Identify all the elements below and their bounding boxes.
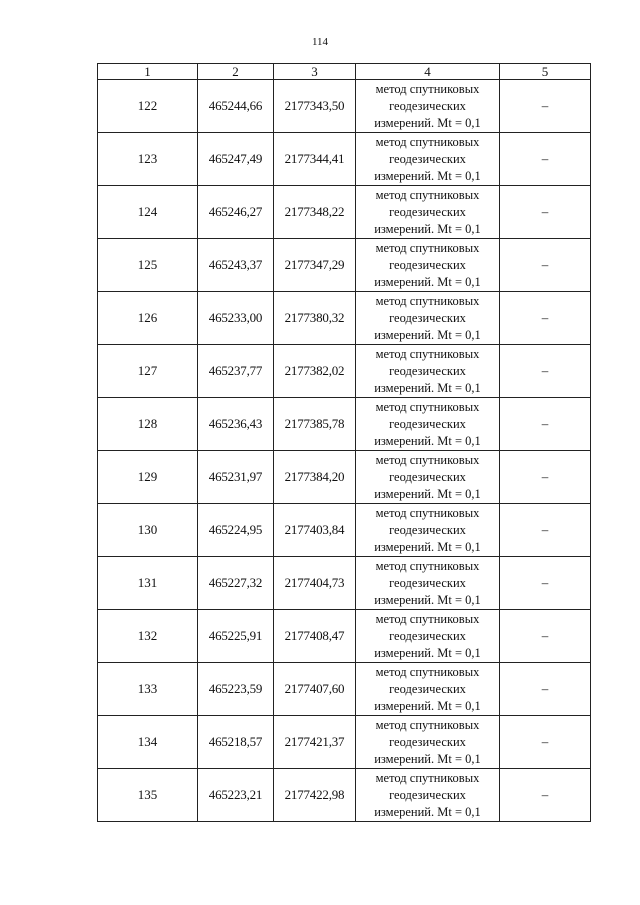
- point-number-cell: 126: [98, 292, 198, 345]
- method-line-2: геодезических: [389, 734, 466, 749]
- table-row: [98, 716, 591, 769]
- column-5-cell: –: [500, 133, 591, 186]
- y-coordinate-cell: 2177380,32: [274, 292, 356, 345]
- table-row: [98, 345, 591, 398]
- method-line-1: метод спутниковых: [375, 505, 480, 520]
- method-cell: [356, 345, 500, 398]
- method-line-1: метод спутниковых: [375, 81, 480, 96]
- method-cell: [356, 557, 500, 610]
- table-row: [98, 239, 591, 292]
- y-coordinate-cell: 2177382,02: [274, 345, 356, 398]
- method-line-3: измерений. Mt = 0,1: [374, 592, 481, 607]
- method-cell: [356, 769, 500, 822]
- x-coordinate-cell: 465223,21: [198, 769, 274, 822]
- point-number-cell: 134: [98, 716, 198, 769]
- column-5-cell: –: [500, 398, 591, 451]
- table-row: [98, 292, 591, 345]
- method-line-1: метод спутниковых: [375, 240, 480, 255]
- x-coordinate-cell: 465224,95: [198, 504, 274, 557]
- y-coordinate-cell: 2177344,41: [274, 133, 356, 186]
- method-line-3: измерений. Mt = 0,1: [374, 486, 481, 501]
- y-coordinate-cell: 2177343,50: [274, 80, 356, 133]
- method-line-3: измерений. Mt = 0,1: [374, 698, 481, 713]
- x-coordinate-cell: 465244,66: [198, 80, 274, 133]
- y-coordinate-cell: 2177422,98: [274, 769, 356, 822]
- method-cell: [356, 292, 500, 345]
- column-5-cell: –: [500, 345, 591, 398]
- method-line-1: метод спутниковых: [375, 452, 480, 467]
- y-coordinate-cell: 2177407,60: [274, 663, 356, 716]
- column-header-4: 4: [356, 64, 500, 80]
- point-number-cell: 128: [98, 398, 198, 451]
- method-cell: [356, 663, 500, 716]
- method-line-3: измерений. Mt = 0,1: [374, 751, 481, 766]
- method-cell: [356, 451, 500, 504]
- column-5-cell: –: [500, 239, 591, 292]
- method-cell: [356, 398, 500, 451]
- method-line-3: измерений. Mt = 0,1: [374, 645, 481, 660]
- table-header-row: [98, 64, 591, 80]
- method-cell: [356, 186, 500, 239]
- table-row: [98, 769, 591, 822]
- method-line-3: измерений. Mt = 0,1: [374, 433, 481, 448]
- method-line-1: метод спутниковых: [375, 770, 480, 785]
- point-number-cell: 127: [98, 345, 198, 398]
- column-5-cell: –: [500, 292, 591, 345]
- y-coordinate-cell: 2177384,20: [274, 451, 356, 504]
- method-cell: [356, 133, 500, 186]
- method-cell: [356, 239, 500, 292]
- method-line-1: метод спутниковых: [375, 611, 480, 626]
- column-5-cell: –: [500, 663, 591, 716]
- method-line-2: геодезических: [389, 98, 466, 113]
- method-cell: [356, 504, 500, 557]
- y-coordinate-cell: 2177421,37: [274, 716, 356, 769]
- column-5-cell: –: [500, 557, 591, 610]
- table-row: [98, 663, 591, 716]
- method-line-2: геодезических: [389, 310, 466, 325]
- x-coordinate-cell: 465236,43: [198, 398, 274, 451]
- method-line-1: метод спутниковых: [375, 187, 480, 202]
- method-line-3: измерений. Mt = 0,1: [374, 274, 481, 289]
- method-cell: [356, 80, 500, 133]
- table-row: [98, 557, 591, 610]
- column-header-1: 1: [98, 64, 198, 80]
- column-5-cell: –: [500, 451, 591, 504]
- x-coordinate-cell: 465247,49: [198, 133, 274, 186]
- method-line-3: измерений. Mt = 0,1: [374, 539, 481, 554]
- point-number-cell: 131: [98, 557, 198, 610]
- method-line-2: геодезических: [389, 681, 466, 696]
- y-coordinate-cell: 2177404,73: [274, 557, 356, 610]
- column-5-cell: –: [500, 716, 591, 769]
- method-line-1: метод спутниковых: [375, 664, 480, 679]
- point-number-cell: 124: [98, 186, 198, 239]
- method-line-2: геодезических: [389, 787, 466, 802]
- page-number: 114: [311, 36, 329, 48]
- column-5-cell: –: [500, 504, 591, 557]
- point-number-cell: 135: [98, 769, 198, 822]
- point-number-cell: 129: [98, 451, 198, 504]
- x-coordinate-cell: 465246,27: [198, 186, 274, 239]
- table-row: [98, 133, 591, 186]
- column-5-cell: –: [500, 186, 591, 239]
- method-line-2: геодезических: [389, 151, 466, 166]
- y-coordinate-cell: 2177403,84: [274, 504, 356, 557]
- method-line-3: измерений. Mt = 0,1: [374, 327, 481, 342]
- method-line-1: метод спутниковых: [375, 346, 480, 361]
- table-row: [98, 451, 591, 504]
- method-line-3: измерений. Mt = 0,1: [374, 168, 481, 183]
- method-line-3: измерений. Mt = 0,1: [374, 804, 481, 819]
- column-5-cell: –: [500, 769, 591, 822]
- x-coordinate-cell: 465223,59: [198, 663, 274, 716]
- method-line-1: метод спутниковых: [375, 134, 480, 149]
- coordinates-table: [97, 63, 591, 822]
- x-coordinate-cell: 465227,32: [198, 557, 274, 610]
- x-coordinate-cell: 465243,37: [198, 239, 274, 292]
- x-coordinate-cell: 465233,00: [198, 292, 274, 345]
- point-number-cell: 125: [98, 239, 198, 292]
- method-line-3: измерений. Mt = 0,1: [374, 380, 481, 395]
- method-line-2: геодезических: [389, 575, 466, 590]
- method-line-2: геодезических: [389, 257, 466, 272]
- method-cell: [356, 716, 500, 769]
- method-line-1: метод спутниковых: [375, 558, 480, 573]
- table-row: [98, 80, 591, 133]
- point-number-cell: 123: [98, 133, 198, 186]
- method-line-2: геодезических: [389, 204, 466, 219]
- method-line-2: геодезических: [389, 363, 466, 378]
- method-line-2: геодезических: [389, 469, 466, 484]
- method-line-2: геодезических: [389, 416, 466, 431]
- table-row: [98, 398, 591, 451]
- y-coordinate-cell: 2177348,22: [274, 186, 356, 239]
- y-coordinate-cell: 2177408,47: [274, 610, 356, 663]
- column-header-5: 5: [500, 64, 591, 80]
- point-number-cell: 133: [98, 663, 198, 716]
- method-line-2: геодезических: [389, 522, 466, 537]
- point-number-cell: 130: [98, 504, 198, 557]
- table-row: [98, 186, 591, 239]
- method-line-2: геодезических: [389, 628, 466, 643]
- x-coordinate-cell: 465231,97: [198, 451, 274, 504]
- method-cell: [356, 610, 500, 663]
- point-number-cell: 132: [98, 610, 198, 663]
- table-row: [98, 504, 591, 557]
- method-line-1: метод спутниковых: [375, 717, 480, 732]
- column-header-3: 3: [274, 64, 356, 80]
- x-coordinate-cell: 465218,57: [198, 716, 274, 769]
- method-line-3: измерений. Mt = 0,1: [374, 221, 481, 236]
- column-header-2: 2: [198, 64, 274, 80]
- method-line-3: измерений. Mt = 0,1: [374, 115, 481, 130]
- x-coordinate-cell: 465237,77: [198, 345, 274, 398]
- method-line-1: метод спутниковых: [375, 293, 480, 308]
- x-coordinate-cell: 465225,91: [198, 610, 274, 663]
- point-number-cell: 122: [98, 80, 198, 133]
- table-row: [98, 610, 591, 663]
- y-coordinate-cell: 2177385,78: [274, 398, 356, 451]
- y-coordinate-cell: 2177347,29: [274, 239, 356, 292]
- column-5-cell: –: [500, 80, 591, 133]
- column-5-cell: –: [500, 610, 591, 663]
- method-line-1: метод спутниковых: [375, 399, 480, 414]
